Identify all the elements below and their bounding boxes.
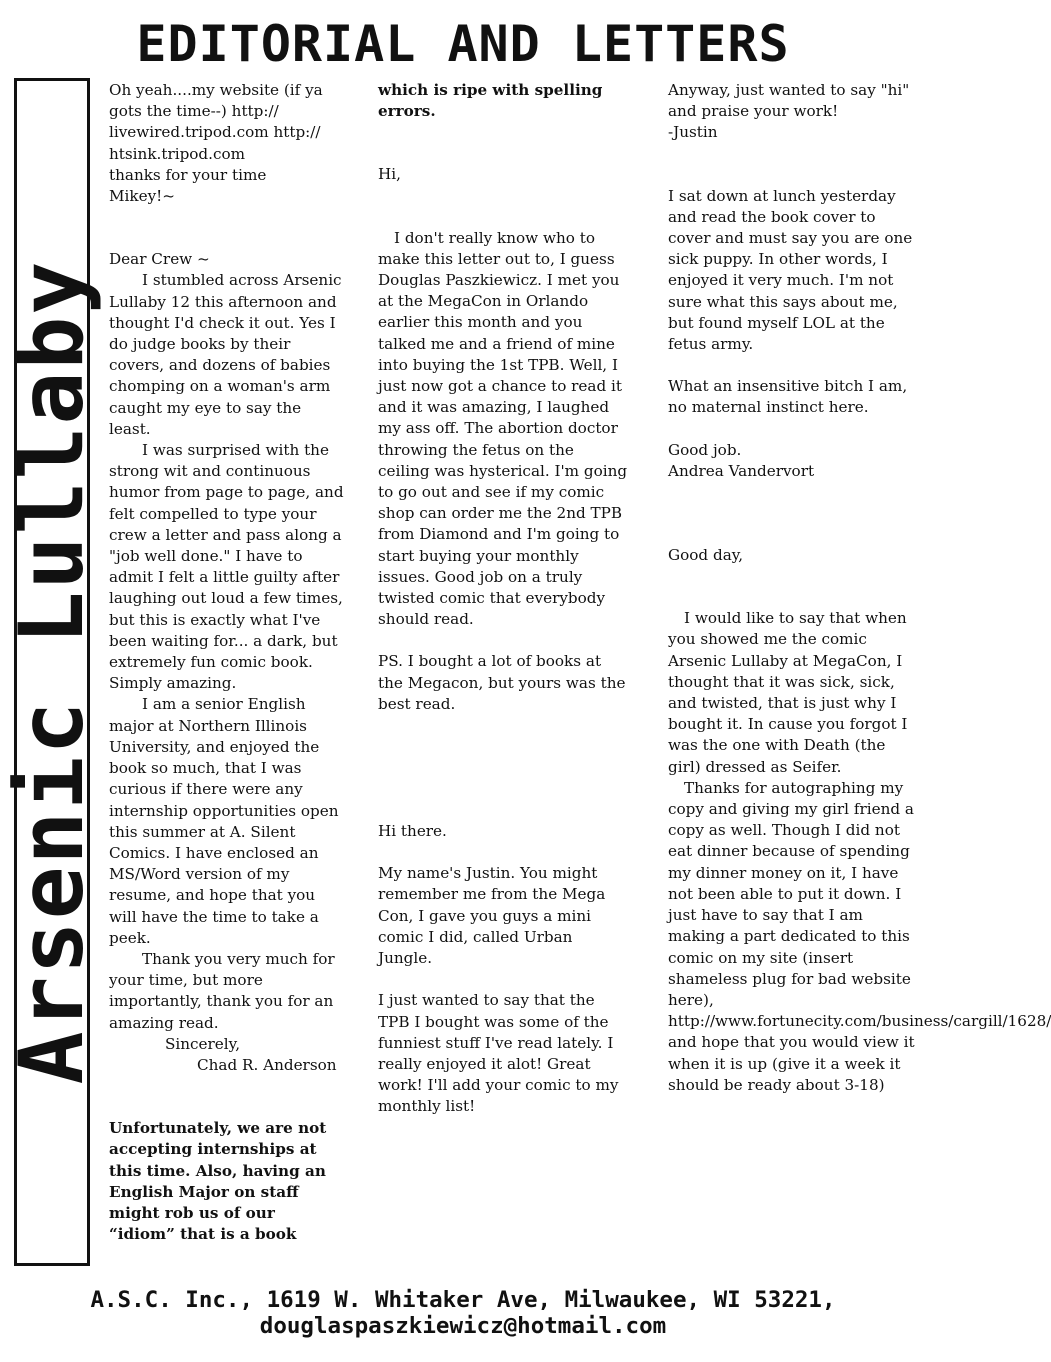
letter-paragraph: My name's Justin. You might remember me from the Mega Con, I gave you guys a mini comic I did, called Urban Jungle. <box>378 864 606 968</box>
megacon-letter <box>378 164 628 715</box>
mailing-address: A.S.C. Inc., 1619 W. Whitaker Ave, Milwaukee, WI 53221, <box>90 1287 836 1313</box>
mikey-line: thanks for your time <box>109 165 267 184</box>
letter-paragraph: I was surprised with the strong wit and continuous humor from page to page, and felt compelled to type your crew a letter and pass along a "job well done." I have to admit I felt a little guilty after laughing out loud a few times, but this is exactly what I've been waiting for... a dark, but extremely fun comic book. Simply amazing. <box>109 441 344 693</box>
mikey-letter <box>109 80 345 207</box>
letter-signature: Chad R. Anderson <box>197 1055 337 1074</box>
email-address: douglaspaszkiewicz@hotmail.com <box>259 1313 667 1339</box>
mikey-line: Oh yeah....my website (if ya <box>109 81 323 99</box>
letter-greeting: Hi, <box>378 165 401 184</box>
letter-greeting: Dear Crew ~ <box>109 250 210 269</box>
arsenic-lullaby-spine-logo <box>0 78 103 1266</box>
chad-letter <box>109 249 345 1076</box>
letter-signature: -Justin <box>668 123 718 142</box>
mikey-line: Mikey!~ <box>109 187 176 206</box>
justin-letter <box>378 821 628 1117</box>
mikey-line: gots the time--) http:// <box>109 102 279 121</box>
editor-reply: Unfortunately, we are not accepting internships at this time. Also, having an English Major on staff might rob us of our “idiom” that is a book <box>109 1119 327 1244</box>
andrea-letter <box>668 186 918 482</box>
letter-paragraph: I don't really know who to make this letter out to, I guess Douglas Paszkiewicz. I met you at the MegaCon in Orlando earlier this month and you talked me and a friend of mine into buying the 1st TPB. Well, I just now got a chance to read it and it was amazing, I laughed my ass off. The abortion doctor throwing the fetus on the ceiling was hysterical. I'm going to go out and see if my comic shop can order me the 2nd TPB from Diamond and I'm going to start buying your monthly issues. Good job on a truly twisted comic that everybody should read. <box>378 228 628 629</box>
mikey-line: livewired.tripod.com http:// <box>109 123 321 142</box>
letters-column-2 <box>378 80 628 1118</box>
letter-paragraph: Thanks for autographing my copy and giving my girl friend a copy as well. Though I did not eat dinner because of spending my dinner money on it, I have not been able to put it down. I just have to say that I am making a part dedicated to this comic on my site (insert shameless plug for bad website here), http://www.fortunecity.com/business/cargill/1628/ and hope that you would view it when it is up (give it a week it should be ready about 3-18) <box>668 778 1051 1094</box>
letter-closing: Good job. <box>668 440 742 459</box>
letters-column-3 <box>668 80 1051 1096</box>
letter-signature: Andrea Vandervort <box>668 461 815 480</box>
page-title: EDITORIAL AND LETTERS <box>136 15 790 73</box>
letter-greeting: Hi there. <box>378 822 447 841</box>
letter-postscript: PS. I bought a lot of books at the Megacon, but yours was the best read. <box>378 652 626 713</box>
letter-paragraph: I would like to say that when you showed me the comic Arsenic Lullaby at MegaCon, I thought that it was sick, sick, and twisted, that is just why I bought it. In cause you forgot I was the one with Death (the girl) dressed as Seifer. <box>668 609 908 776</box>
spine-logo-text: Arsenic Lullaby <box>0 259 103 1085</box>
letter-paragraph: Thank you very much for your time, but more importantly, thank you for an amazing read. <box>109 949 335 1032</box>
letters-column-1 <box>109 80 345 1245</box>
letter-paragraph: Anyway, just wanted to say "hi" and praise your work! <box>668 81 910 121</box>
letter-greeting: Good day, <box>668 546 744 565</box>
seifer-letter <box>668 545 1051 1096</box>
editor-reply-continued: which is ripe with spelling errors. <box>378 81 603 121</box>
letter-paragraph: I am a senior English major at Northern Illinois University, and enjoyed the book so much, that I was curious if there were any internship opportunities open this summer at A. Silent Comics. I have enclosed an MS/Word version of my resume, and hope that you will have the time to take a peek. <box>109 695 339 947</box>
letter-paragraph: What an insensitive bitch I am, no maternal instinct here. <box>668 377 908 417</box>
justin-letter-continued <box>668 80 918 144</box>
letter-paragraph: I stumbled across Arsenic Lullaby 12 this afternoon and thought I'd check it out. Yes I do judge books by their covers, and dozens of babies chomping on a woman's arm caught my eye to say the least. <box>109 271 342 438</box>
letter-paragraph: I just wanted to say that the TPB I bought was some of the funniest stuff I've read lately. I really enjoyed it alot! Great work! I'll add your comic to my monthly list! <box>378 991 619 1116</box>
mikey-line: htsink.tripod.com <box>109 144 246 163</box>
letter-paragraph: I sat down at lunch yesterday and read the book cover to cover and must say you are one sick puppy. In other words, I enjoyed it very much. I'm not sure what this says about me, but found myself LOL at the fetus army. <box>668 186 913 354</box>
letter-closing: Sincerely, <box>165 1034 241 1053</box>
footer-address <box>0 1287 926 1339</box>
